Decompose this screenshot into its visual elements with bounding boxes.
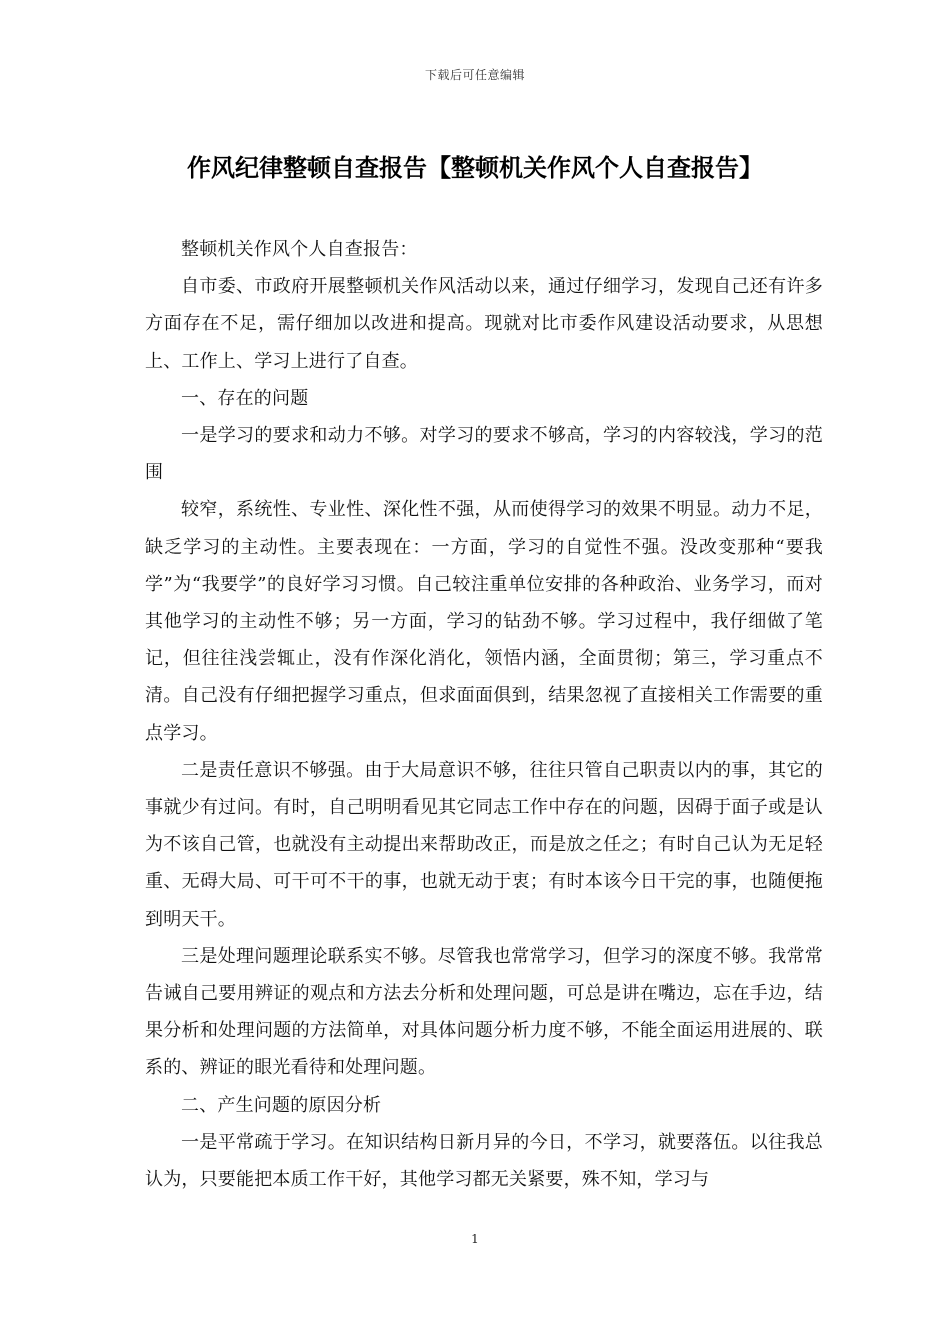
document-title: 作风纪律整顿自查报告【整顿机关作风个人自查报告】 — [187, 153, 763, 182]
paragraph-problem-two: 二是责任意识不够强。由于大局意识不够，往往只管自己职责以内的事，其它的事就少有过问。有时，自己明明看见其它同志工作中存在的问题，因碍于面子或是认为不该自己管，也就没有主动提出来帮助改正，而是放之任之；有时自己认为无足轻重、无碍大局、可干可不干的事，也就无动于衷；有时本该今日干完的事，也随便拖到明天干。 — [145, 759, 823, 930]
paragraph-intro: 自市委、市政府开展整顿机关作风活动以来，通过仔细学习，发现自己还有许多方面存在不足，需仔细加以改进和提高。现就对比市委作风建设活动要求，从思想上、工作上、学习上进行了自查。 — [145, 276, 823, 372]
section-heading-problems: 一、存在的问题 — [181, 387, 309, 409]
page-number: 1 — [471, 1232, 479, 1246]
paragraph-problem-three: 三是处理问题理论联系实不够。尽管我也常常学习，但学习的深度不够。我常常告诫自己要用辨证的观点和方法去分析和处理问题，可总是讲在嘴边，忘在手边，结果分析和处理问题的方法简单，对具体问题分析力度不够，不能全面运用进展的、联系的、辨证的眼光看待和处理问题。 — [145, 945, 823, 1079]
paragraph-salutation: 整顿机关作风个人自查报告： — [181, 239, 418, 260]
paragraph-problem-one-start: 一是学习的要求和动力不够。对学习的要求不够高，学习的内容较浅，学习的范围 — [145, 425, 823, 484]
paragraph-problem-one-continued: 较窄，系统性、专业性、深化性不强，从而使得学习的效果不明显。动力不足，缺乏学习的主动性。主要表现在：一方面，学习的自觉性不强。没改变那种“要我学”为“我要学”的良好学习习惯。自己较注重单位安排的各种政治、业务学习，而对其他学习的主动性不够；另一方面，学习的钻劲不够。学习过程中，我仔细做了笔记，但往往浅尝辄止，没有作深化消化，领悟内涵，全面贯彻；第三，学习重点不清。自己没有仔细把握学习重点，但求面面俱到，结果忽视了直接相关工作需要的重点学习。 — [145, 499, 823, 744]
section-heading-causes: 二、产生问题的原因分析 — [181, 1094, 382, 1116]
document-body — [145, 231, 823, 1198]
header-note: 下载后可任意编辑 — [424, 68, 525, 82]
paragraph-cause-one: 一是平常疏于学习。在知识结构日新月异的今日，不学习，就要落伍。以往我总认为，只要能把本质工作干好，其他学习都无关紧要，殊不知，学习与 — [145, 1131, 823, 1191]
